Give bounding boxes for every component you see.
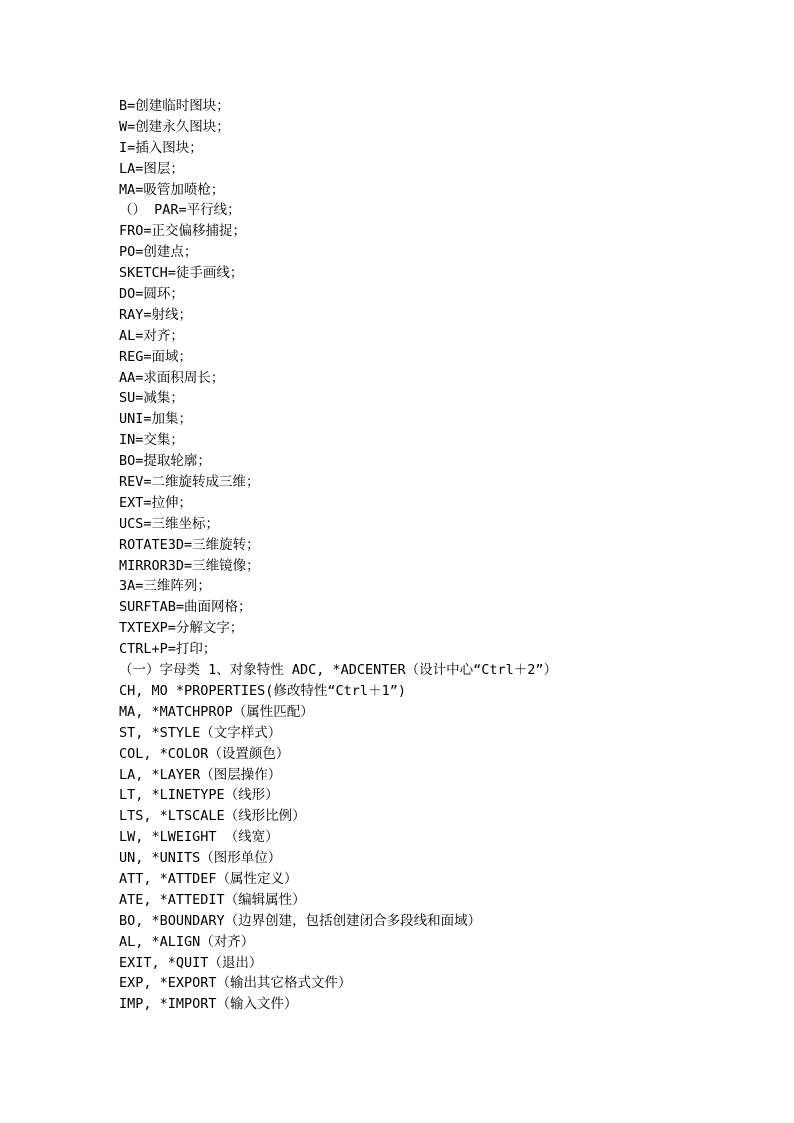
text-line: TXTEXP=分解文字； [119,620,244,637]
text-line: ATE, *ATTEDIT（编辑属性） [119,891,306,908]
text-line: SKETCH=徒手画线； [119,265,244,282]
text-line: COL, *COLOR（设置颜色） [119,745,290,762]
text-line: AA=求面积周长； [119,369,225,386]
text-line: LA=图层； [119,160,184,177]
text-line: UCS=三维坐标； [119,515,220,532]
text-line: LA, *LAYER（图层操作） [119,766,282,783]
text-line: LTS, *LTSCALE（线形比例） [119,808,306,825]
text-line: REG=面域； [119,348,193,365]
text-line: SU=减集； [119,390,184,407]
text-line: W=创建永久图块； [119,118,230,135]
text-line: （） PAR=平行线； [119,202,241,219]
text-line: MA=吸管加喷枪； [119,181,225,198]
text-line: ROTATE3D=三维旋转； [119,536,260,553]
text-line: I=插入图块； [119,139,203,156]
text-line: AL=对齐； [119,327,184,344]
text-line: IMP, *IMPORT（输入文件） [119,996,298,1013]
text-line: LW, *LWEIGHT （线宽） [119,829,279,846]
text-line: BO, *BOUNDARY（边界创建，包括创建闭合多段线和面域） [119,912,482,929]
text-line: （一）字母类 1、对象特性 ADC, *ADCENTER（设计中心“Ctrl＋2”） [119,662,558,679]
text-line: B=创建临时图块； [119,98,230,114]
text-line: UNI=加集； [119,411,193,428]
text-line: SURFTAB=曲面网格； [119,599,252,616]
text-line: MIRROR3D=三维镜像； [119,557,260,574]
text-line: REV=二维旋转成三维； [119,474,260,491]
text-line: BO=提取轮廓； [119,453,211,470]
text-line: AL, *ALIGN（对齐） [119,933,255,950]
text-line: 3A=三维阵列； [119,578,211,595]
text-line: EXT=拉伸； [119,494,193,511]
text-line: RAY=射线； [119,306,193,323]
text-line: DO=圆环； [119,286,184,303]
text-line: FRO=正交偏移捕捉； [119,223,247,240]
text-line: CTRL+P=打印； [119,641,217,658]
text-line: IN=交集； [119,432,184,449]
document-body [119,96,759,1015]
text-line: EXP, *EXPORT（输出其它格式文件） [119,975,352,992]
text-line: EXIT, *QUIT（退出） [119,954,263,971]
text-line: ST, *STYLE（文字样式） [119,724,282,741]
text-line: MA, *MATCHPROP（属性匹配） [119,703,314,720]
text-line: CH, MO *PROPERTIES(修改特性“Ctrl＋1”) [119,682,406,699]
text-line: PO=创建点； [119,244,198,261]
text-line: ATT, *ATTDEF（属性定义） [119,870,298,887]
text-line: UN, *UNITS（图形单位） [119,850,282,867]
text-line: LT, *LINETYPE（线形） [119,787,279,804]
